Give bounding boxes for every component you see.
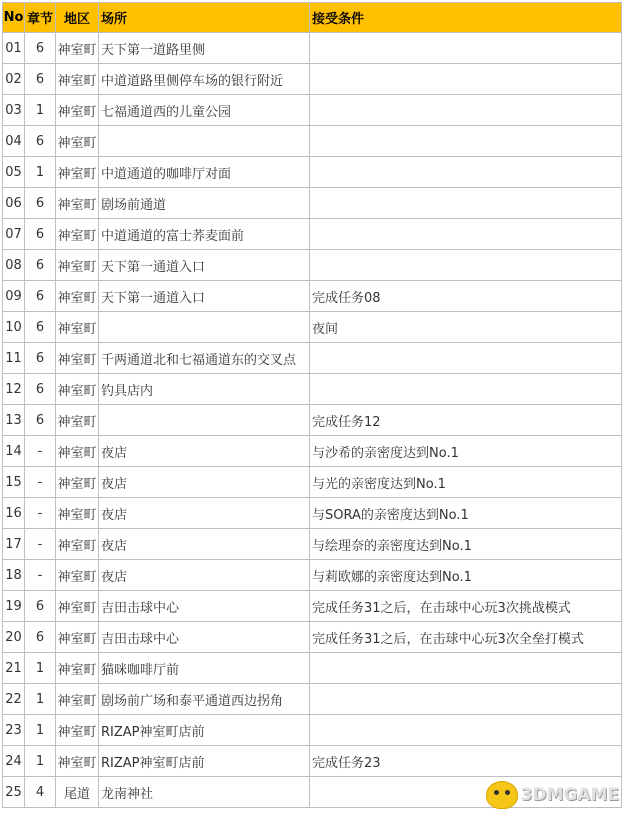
table-header-row <box>3 3 622 33</box>
cell-no: 02 <box>3 64 25 95</box>
cell-chapter: - <box>25 467 56 498</box>
cell-condition <box>310 653 622 684</box>
cell-condition <box>310 219 622 250</box>
table-row <box>3 281 622 312</box>
table-row <box>3 653 622 684</box>
cell-chapter: 6 <box>25 343 56 374</box>
cell-location: 剧场前通道 <box>99 188 310 219</box>
cell-region: 神室町 <box>56 250 99 281</box>
column-header-condition: 接受条件 <box>310 3 622 33</box>
cell-condition: 与沙希的亲密度达到No.1 <box>310 436 622 467</box>
cell-condition <box>310 343 622 374</box>
cell-region: 神室町 <box>56 467 99 498</box>
cell-condition <box>310 64 622 95</box>
cell-location: 夜店 <box>99 498 310 529</box>
cell-chapter: 6 <box>25 622 56 653</box>
cell-region: 神室町 <box>56 95 99 126</box>
cell-condition <box>310 715 622 746</box>
cell-chapter: 6 <box>25 188 56 219</box>
cell-chapter: - <box>25 498 56 529</box>
cell-region: 神室町 <box>56 405 99 436</box>
table-row <box>3 64 622 95</box>
cell-condition: 完成任务31之后，在击球中心玩3次全垒打模式 <box>310 622 622 653</box>
cell-region: 神室町 <box>56 281 99 312</box>
cell-no: 22 <box>3 684 25 715</box>
cell-region: 神室町 <box>56 529 99 560</box>
table-row <box>3 684 622 715</box>
cell-chapter: - <box>25 560 56 591</box>
table-row <box>3 374 622 405</box>
table-body <box>3 33 622 808</box>
watermark <box>486 781 620 809</box>
cell-location: 剧场前广场和泰平通道西边拐角 <box>99 684 310 715</box>
cell-chapter: 1 <box>25 95 56 126</box>
cell-region: 神室町 <box>56 374 99 405</box>
cell-chapter: 6 <box>25 591 56 622</box>
cell-chapter: 6 <box>25 312 56 343</box>
cell-location: 天下第一通道入口 <box>99 250 310 281</box>
cell-no: 15 <box>3 467 25 498</box>
cell-chapter: 6 <box>25 126 56 157</box>
cell-condition: 与莉欧娜的亲密度达到No.1 <box>310 560 622 591</box>
table-row <box>3 219 622 250</box>
column-header-no: No <box>3 3 25 33</box>
cell-region: 神室町 <box>56 498 99 529</box>
cell-location: 千两通道北和七福通道东的交叉点 <box>99 343 310 374</box>
cell-condition: 与光的亲密度达到No.1 <box>310 467 622 498</box>
cell-condition: 完成任务31之后，在击球中心玩3次挑战模式 <box>310 591 622 622</box>
cell-location <box>99 312 310 343</box>
cell-chapter: 6 <box>25 405 56 436</box>
cell-condition: 完成任务23 <box>310 746 622 777</box>
cell-region: 神室町 <box>56 33 99 64</box>
cell-location: 夜店 <box>99 560 310 591</box>
cell-region: 神室町 <box>56 622 99 653</box>
cell-no: 18 <box>3 560 25 591</box>
cell-no: 14 <box>3 436 25 467</box>
cell-no: 23 <box>3 715 25 746</box>
cell-location: 七福通道西的儿童公园 <box>99 95 310 126</box>
cell-region: 神室町 <box>56 653 99 684</box>
cell-location: 夜店 <box>99 436 310 467</box>
cell-region: 神室町 <box>56 436 99 467</box>
cell-region: 神室町 <box>56 219 99 250</box>
cell-chapter: 1 <box>25 653 56 684</box>
table-row <box>3 560 622 591</box>
table-row <box>3 746 622 777</box>
cell-chapter: 6 <box>25 281 56 312</box>
cell-no: 20 <box>3 622 25 653</box>
cell-condition <box>310 188 622 219</box>
cell-location: 夜店 <box>99 529 310 560</box>
table-row <box>3 591 622 622</box>
cell-no: 21 <box>3 653 25 684</box>
table-row <box>3 343 622 374</box>
cell-location: 猫咪咖啡厅前 <box>99 653 310 684</box>
cell-region: 神室町 <box>56 684 99 715</box>
cell-condition <box>310 33 622 64</box>
table-row <box>3 126 622 157</box>
table-row <box>3 95 622 126</box>
cell-location: 中道通道的富士荞麦面前 <box>99 219 310 250</box>
table-row <box>3 715 622 746</box>
cell-no: 05 <box>3 157 25 188</box>
cell-condition <box>310 684 622 715</box>
cell-region: 神室町 <box>56 157 99 188</box>
cell-no: 13 <box>3 405 25 436</box>
cell-location: 天下第一通道入口 <box>99 281 310 312</box>
cell-chapter: 6 <box>25 219 56 250</box>
column-header-location: 场所 <box>99 3 310 33</box>
cell-chapter: 6 <box>25 374 56 405</box>
cell-region: 神室町 <box>56 343 99 374</box>
cell-chapter: 1 <box>25 715 56 746</box>
cell-no: 19 <box>3 591 25 622</box>
cell-location: 夜店 <box>99 467 310 498</box>
table-row <box>3 157 622 188</box>
cell-condition <box>310 126 622 157</box>
cell-condition: 与绘理奈的亲密度达到No.1 <box>310 529 622 560</box>
cell-no: 17 <box>3 529 25 560</box>
cell-location: 龙南神社 <box>99 777 310 808</box>
cell-no: 24 <box>3 746 25 777</box>
cell-chapter: 6 <box>25 250 56 281</box>
cell-location: 吉田击球中心 <box>99 591 310 622</box>
cell-no: 12 <box>3 374 25 405</box>
cell-location: 钓具店内 <box>99 374 310 405</box>
table-row <box>3 250 622 281</box>
table-row <box>3 467 622 498</box>
cell-no: 08 <box>3 250 25 281</box>
column-header-region: 地区 <box>56 3 99 33</box>
cell-no: 04 <box>3 126 25 157</box>
cell-chapter: 4 <box>25 777 56 808</box>
cell-region: 神室町 <box>56 64 99 95</box>
cell-chapter: - <box>25 529 56 560</box>
cell-chapter: 6 <box>25 33 56 64</box>
cell-location: 吉田击球中心 <box>99 622 310 653</box>
cell-chapter: 1 <box>25 746 56 777</box>
table-row <box>3 436 622 467</box>
column-header-chapter: 章节 <box>25 3 56 33</box>
mascot-face-icon <box>486 781 518 809</box>
table-row <box>3 529 622 560</box>
cell-chapter: 6 <box>25 64 56 95</box>
cell-region: 神室町 <box>56 312 99 343</box>
substory-table <box>2 2 622 808</box>
cell-location <box>99 405 310 436</box>
table-row <box>3 622 622 653</box>
cell-region: 神室町 <box>56 560 99 591</box>
table-row <box>3 188 622 219</box>
cell-no: 07 <box>3 219 25 250</box>
cell-chapter: - <box>25 436 56 467</box>
cell-condition: 完成任务12 <box>310 405 622 436</box>
cell-region: 神室町 <box>56 591 99 622</box>
cell-no: 25 <box>3 777 25 808</box>
cell-location: 天下第一道路里侧 <box>99 33 310 64</box>
cell-condition <box>310 95 622 126</box>
cell-region: 神室町 <box>56 746 99 777</box>
cell-condition: 与SORA的亲密度达到No.1 <box>310 498 622 529</box>
cell-region: 神室町 <box>56 715 99 746</box>
cell-location: RIZAP神室町店前 <box>99 746 310 777</box>
cell-no: 11 <box>3 343 25 374</box>
cell-no: 03 <box>3 95 25 126</box>
table-row <box>3 312 622 343</box>
table-row <box>3 498 622 529</box>
cell-location: 中道通道的咖啡厅对面 <box>99 157 310 188</box>
cell-chapter: 1 <box>25 157 56 188</box>
cell-condition <box>310 157 622 188</box>
cell-no: 09 <box>3 281 25 312</box>
cell-no: 16 <box>3 498 25 529</box>
cell-location: RIZAP神室町店前 <box>99 715 310 746</box>
cell-location: 中道道路里侧停车场的银行附近 <box>99 64 310 95</box>
cell-condition: 夜间 <box>310 312 622 343</box>
cell-no: 10 <box>3 312 25 343</box>
cell-region: 神室町 <box>56 188 99 219</box>
table-row <box>3 33 622 64</box>
cell-chapter: 1 <box>25 684 56 715</box>
cell-region: 尾道 <box>56 777 99 808</box>
cell-condition <box>310 250 622 281</box>
cell-region: 神室町 <box>56 126 99 157</box>
cell-condition <box>310 374 622 405</box>
cell-no: 06 <box>3 188 25 219</box>
table-row <box>3 405 622 436</box>
watermark-text: 3DMGAME <box>520 785 619 805</box>
cell-location <box>99 126 310 157</box>
cell-condition: 完成任务08 <box>310 281 622 312</box>
cell-no: 01 <box>3 33 25 64</box>
